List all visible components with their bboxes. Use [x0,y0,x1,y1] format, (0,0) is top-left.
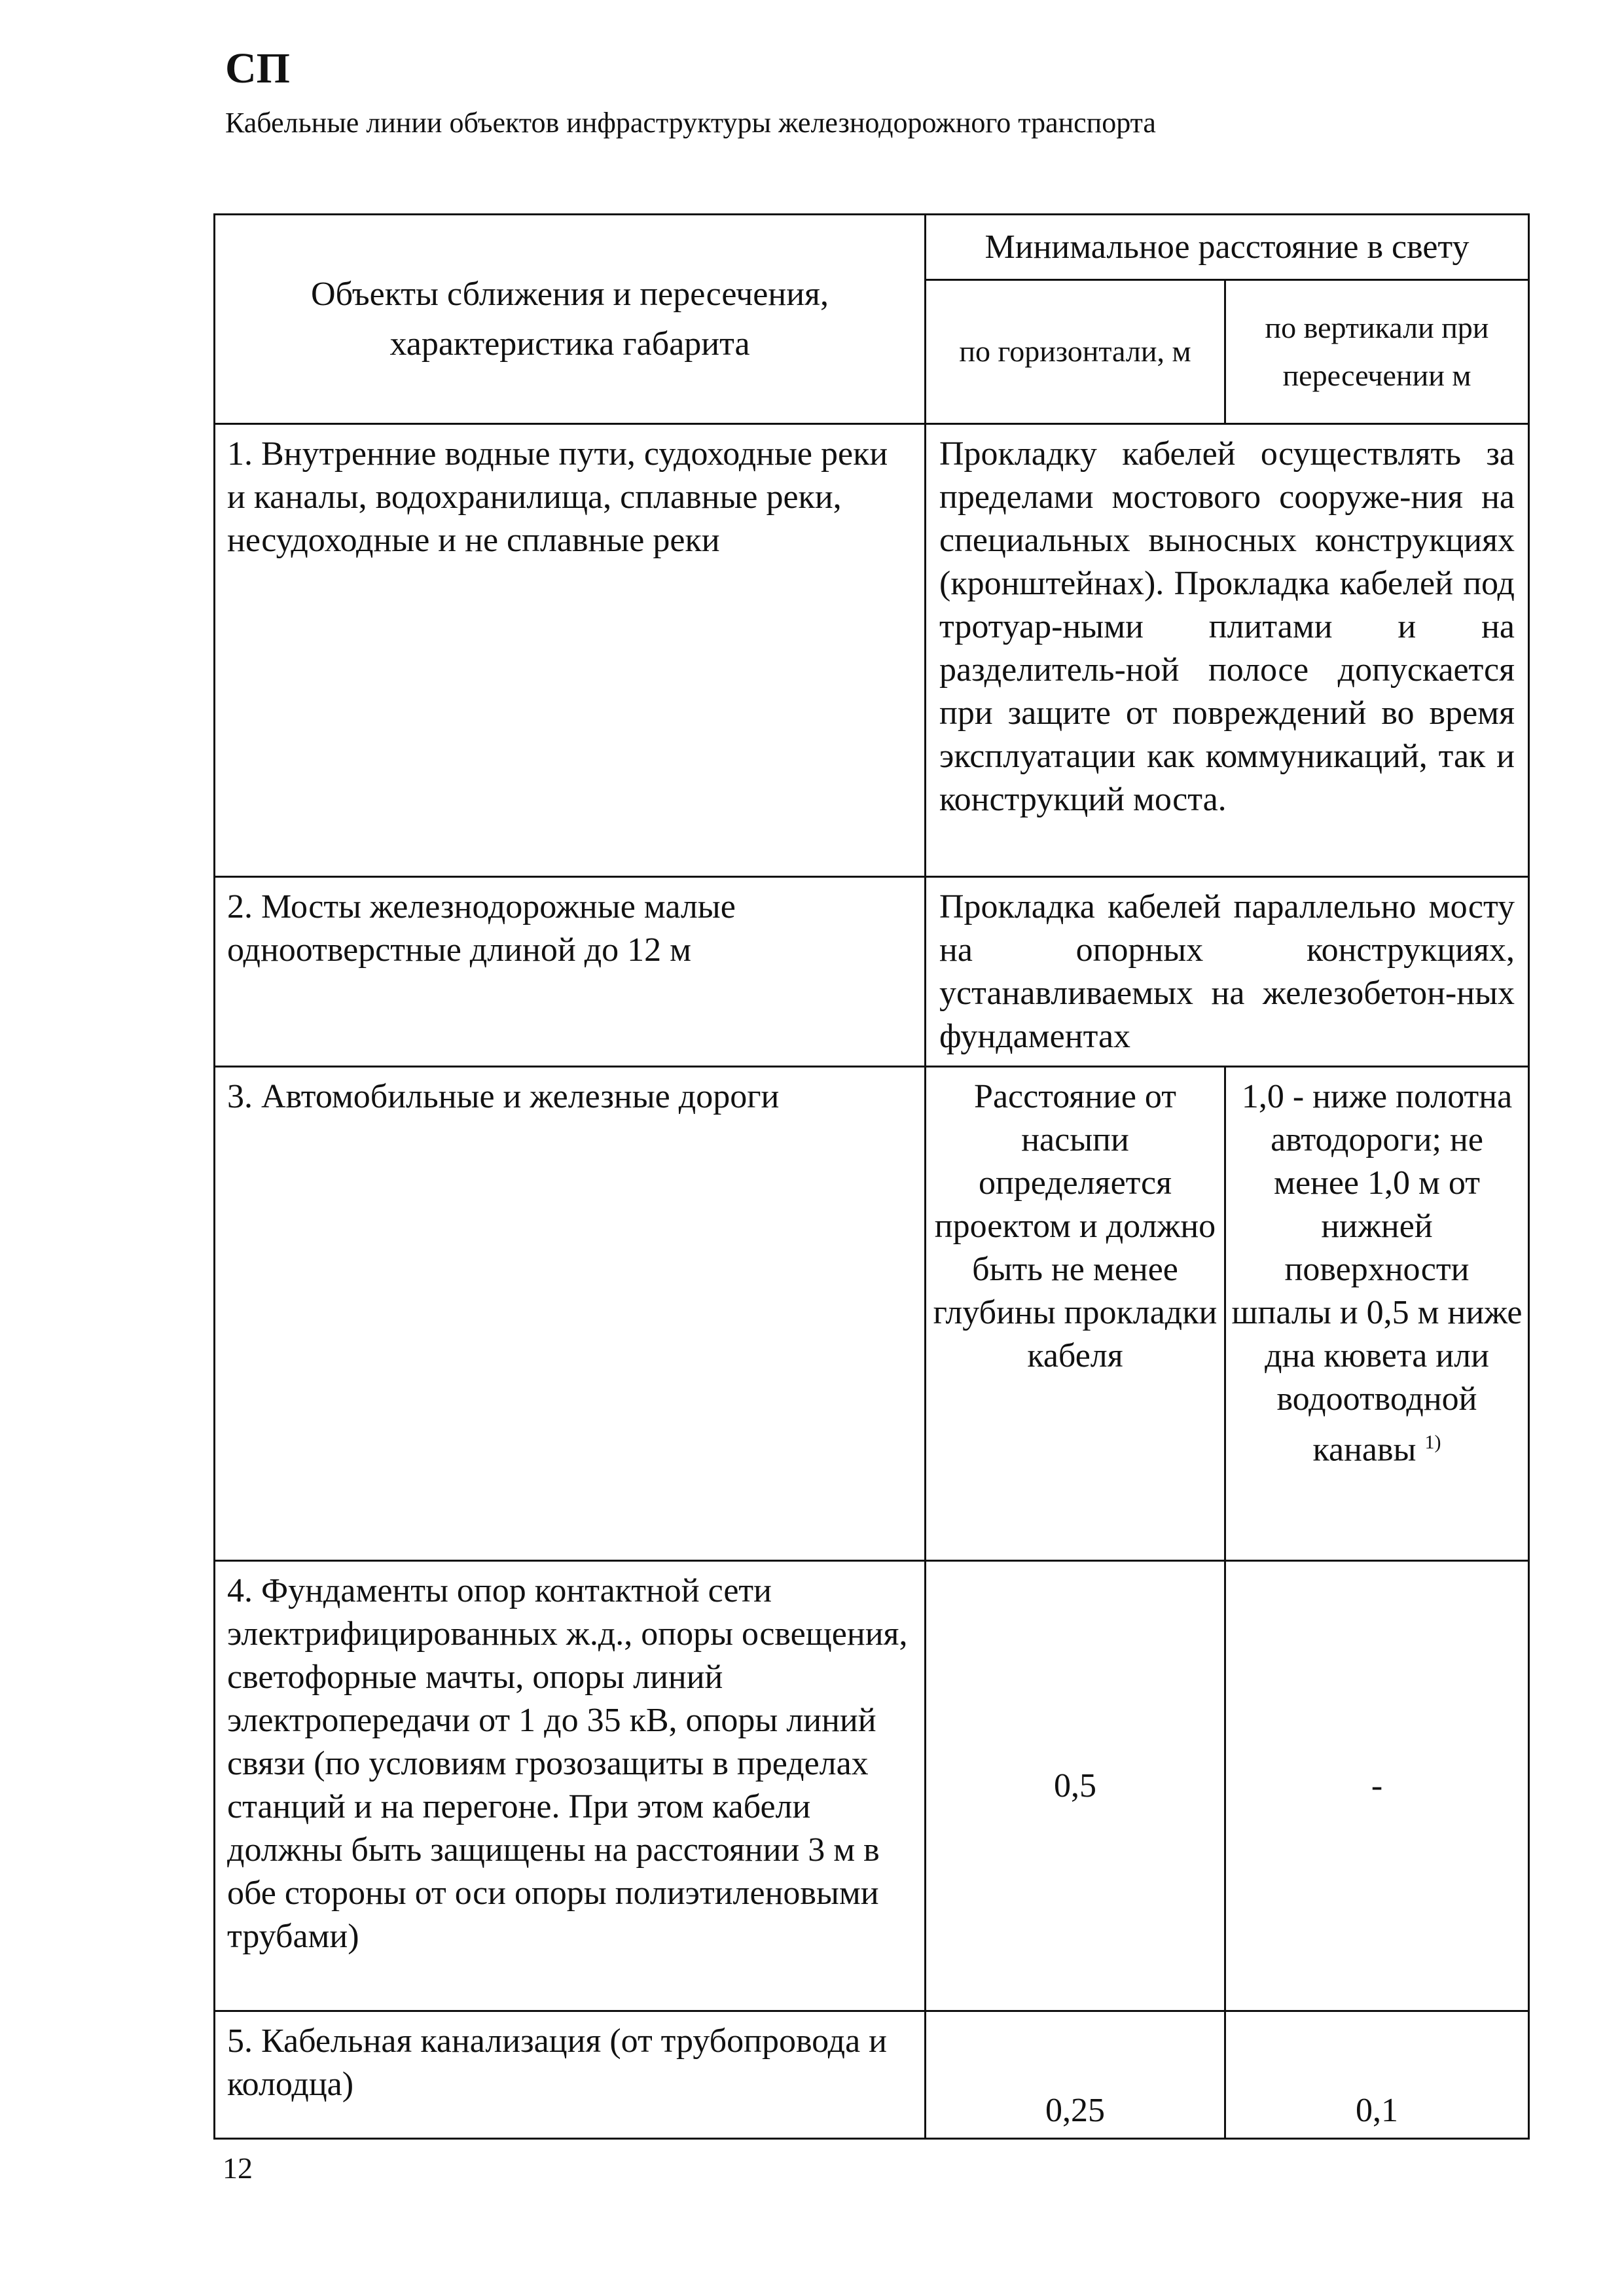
row-horizontal: Расстояние от насыпи определяется проектом и должно быть не менее глубины прокладки кабеля [926,1067,1225,1561]
row-horizontal: 0,5 [926,1561,1225,2011]
row-vertical-text: 1,0 - ниже полотна автодороги; не менее 1,0 м от нижней поверхности шпалы и 0,5 м ниже дна кювета или водоотводной канавы [1231,1078,1523,1469]
table-row [215,877,1529,1067]
header-vertical: по вертикали при пересечении м [1225,280,1529,424]
document-title: Кабельные линии объектов инфраструктуры железнодорожного транспорта [225,107,1156,139]
row-object: 1. Внутренние водные пути, судоходные реки и каналы, водохранилища, сплавные реки, несудоходные и не сплавные реки [215,424,926,877]
row-object: 2. Мосты железнодорожные малые одноотверстные длиной до 12 м [215,877,926,1067]
header-min-distance: Минимальное расстояние в свету [926,215,1529,280]
table-row [215,424,1529,877]
table-header-row [215,215,1529,280]
row-note: Прокладку кабелей осуществлять за пределами мостового сооруже-ния на специальных выносных конструкциях (кронштейнах). Прокладка кабелей под тротуар-ными плитами и на разделитель-ной полосе допускается при защите от повреждений во время эксплуатации как коммуникаций, так и конструкций моста. [926,424,1529,877]
row-vertical [1225,1067,1529,1561]
row-object: 4. Фундаменты опор контактной сети электрифицированных ж.д., опоры освещения, светофорные мачты, опоры линий электропередачи от 1 до 35 кВ, опоры линий связи (по условиям грозозащиты в пределах станций и на перегоне. При этом кабели должны быть защищены на расстоянии 3 м в обе стороны от оси опоры полиэтиленовыми трубами) [215,1561,926,2011]
row-object: 5. Кабельная канализация (от трубопровода и колодца) [215,2011,926,2139]
row-note: Прокладка кабелей параллельно мосту на опорных конструкциях, устанавливаемых на железобетон-ных фундаментах [926,877,1529,1067]
header-horizontal: по горизонтали, м [926,280,1225,424]
row-horizontal: 0,25 [926,2011,1225,2139]
document-code: СП [225,45,290,92]
distance-table [213,213,1530,2140]
row-object: 3. Автомобильные и железные дороги [215,1067,926,1561]
table-row [215,1067,1529,1561]
header-objects: Объекты сближения и пересечения, характеристика габарита [215,215,926,424]
page-number: 12 [223,2151,253,2185]
footnote-marker: 1) [1424,1431,1441,1453]
table-row [215,2011,1529,2139]
table-row [215,1561,1529,2011]
row-vertical: 0,1 [1225,2011,1529,2139]
row-vertical: - [1225,1561,1529,2011]
